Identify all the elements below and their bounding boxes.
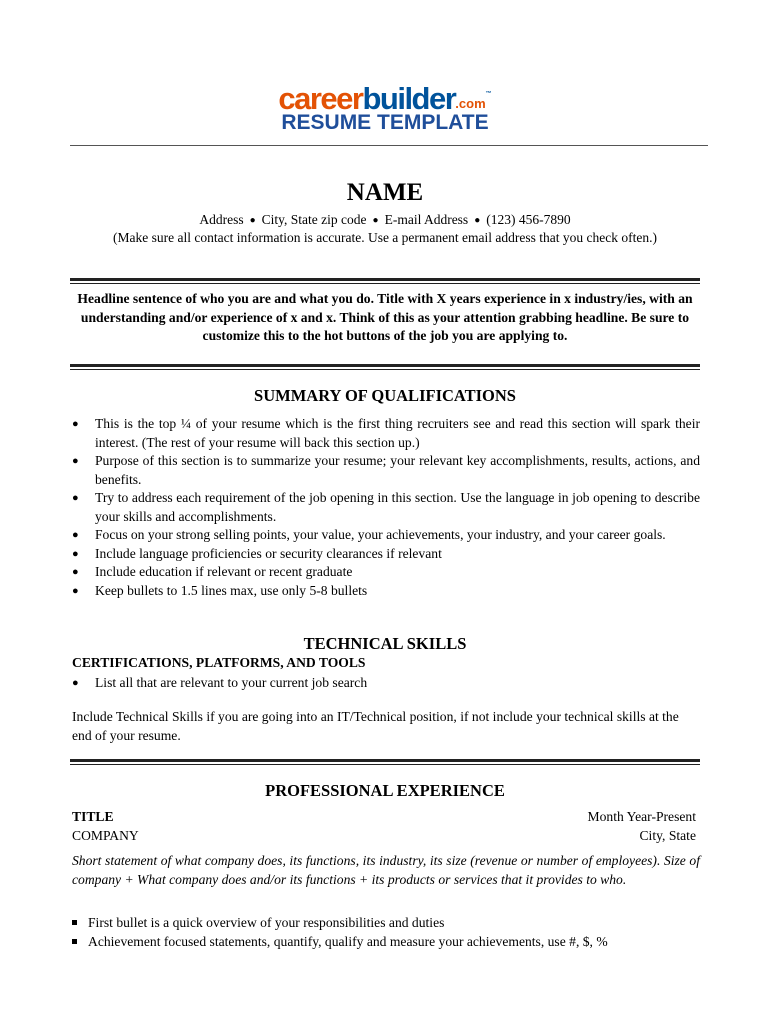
list-item: ● Include education if relevant or recent graduate xyxy=(70,563,700,582)
template-title: RESUME TEMPLATE xyxy=(281,111,489,134)
bullet-dot-icon: ● xyxy=(72,492,79,504)
contact-line xyxy=(0,211,770,230)
section-divider xyxy=(70,364,700,370)
contact-email: E-mail Address xyxy=(384,212,469,227)
bullet-dot-icon: ● xyxy=(372,215,379,226)
job-dates: Month Year-Present xyxy=(587,809,696,824)
contact-phone: (123) 456-7890 xyxy=(486,212,571,227)
certifications-subheading: CERTIFICATIONS, PLATFORMS, AND TOOLS xyxy=(72,655,366,670)
list-item: First bullet is a quick overview of your responsibilities and duties xyxy=(70,913,700,932)
list-item: ● Focus on your strong selling points, your value, your achievements, your industry, and your career goals. xyxy=(70,526,700,545)
logo-dotcom-text: .com xyxy=(455,96,486,111)
summary-title: SUMMARY OF QUALIFICATIONS xyxy=(254,386,516,405)
logo-builder-text: builder xyxy=(362,81,456,116)
header-divider xyxy=(70,145,708,146)
bullet-dot-icon: ● xyxy=(72,455,79,467)
square-bullet-icon xyxy=(72,920,77,925)
bullet-dot-icon: ● xyxy=(474,215,481,226)
contact-address: Address xyxy=(199,212,244,227)
list-item: ● Keep bullets to 1.5 lines max, use only 5-8 bullets xyxy=(70,582,700,601)
logo-trademark: ™ xyxy=(485,91,492,97)
experience-title: PROFESSIONAL EXPERIENCE xyxy=(265,781,505,800)
bullet-dot-icon: ● xyxy=(72,584,79,597)
bullet-dot-icon: ● xyxy=(72,547,79,560)
technical-skills-title: TECHNICAL SKILLS xyxy=(303,634,467,653)
bullet-dot-icon: ● xyxy=(249,215,256,226)
square-bullet-icon xyxy=(72,939,77,944)
list-item: Achievement focused statements, quantify, qualify and measure your achievements, use #, $, % xyxy=(70,932,700,951)
list-item: ● This is the top ¼ of your resume which is the first thing recruiters see and read this section will spark their interest. (The rest of your resume will back this section up.) xyxy=(72,416,700,450)
bullet-dot-icon: ● xyxy=(72,418,79,430)
list-item: ● Include language proficiencies or security clearances if relevant xyxy=(70,545,700,564)
list-item: ● Purpose of this section is to summarize your resume; your relevant key accomplishments, results, actions, and benefits. xyxy=(72,453,700,487)
bullet-dot-icon: ● xyxy=(72,529,79,541)
headline-statement: Headline sentence of who you are and what you do. Title with X years experience in x industry/ies, with an understanding and/or experience of x and x. Think of this as your attention grabbing headline. Be sure to customize this to the hot buttons of the job you are applying to. xyxy=(77,291,693,343)
contact-note: (Make sure all contact information is accurate. Use a permanent email address that you check often.) xyxy=(113,230,657,245)
summary-bullet-list xyxy=(70,415,700,600)
job-company: COMPANY xyxy=(72,828,139,843)
list-item: ● Try to address each requirement of the job opening in this section. Use the language in job opening to describe your skills and accomplishments. xyxy=(72,490,700,524)
bullet-dot-icon: ● xyxy=(72,677,79,689)
experience-bullet-list xyxy=(70,913,700,951)
technical-bullet-list xyxy=(70,674,700,693)
resume-name: NAME xyxy=(346,179,424,206)
bullet-dot-icon: ● xyxy=(72,566,79,578)
company-summary: Short statement of what company does, its functions, its industry, its size (revenue or number of employees). Size of company + What company does and/or its functions + its products or services that it provides to who. xyxy=(72,853,700,887)
list-item: ● List all that are relevant to your current job search xyxy=(70,674,700,693)
section-divider xyxy=(70,278,700,284)
contact-city-state: City, State zip code xyxy=(261,212,367,227)
logo-career-text: career xyxy=(278,81,363,116)
section-divider xyxy=(70,759,700,765)
job-location: City, State xyxy=(639,828,696,843)
job-title: TITLE xyxy=(72,809,114,824)
technical-skills-note: Include Technical Skills if you are going into an IT/Technical position, if not include your technical skills at the end of your resume. xyxy=(72,709,679,743)
